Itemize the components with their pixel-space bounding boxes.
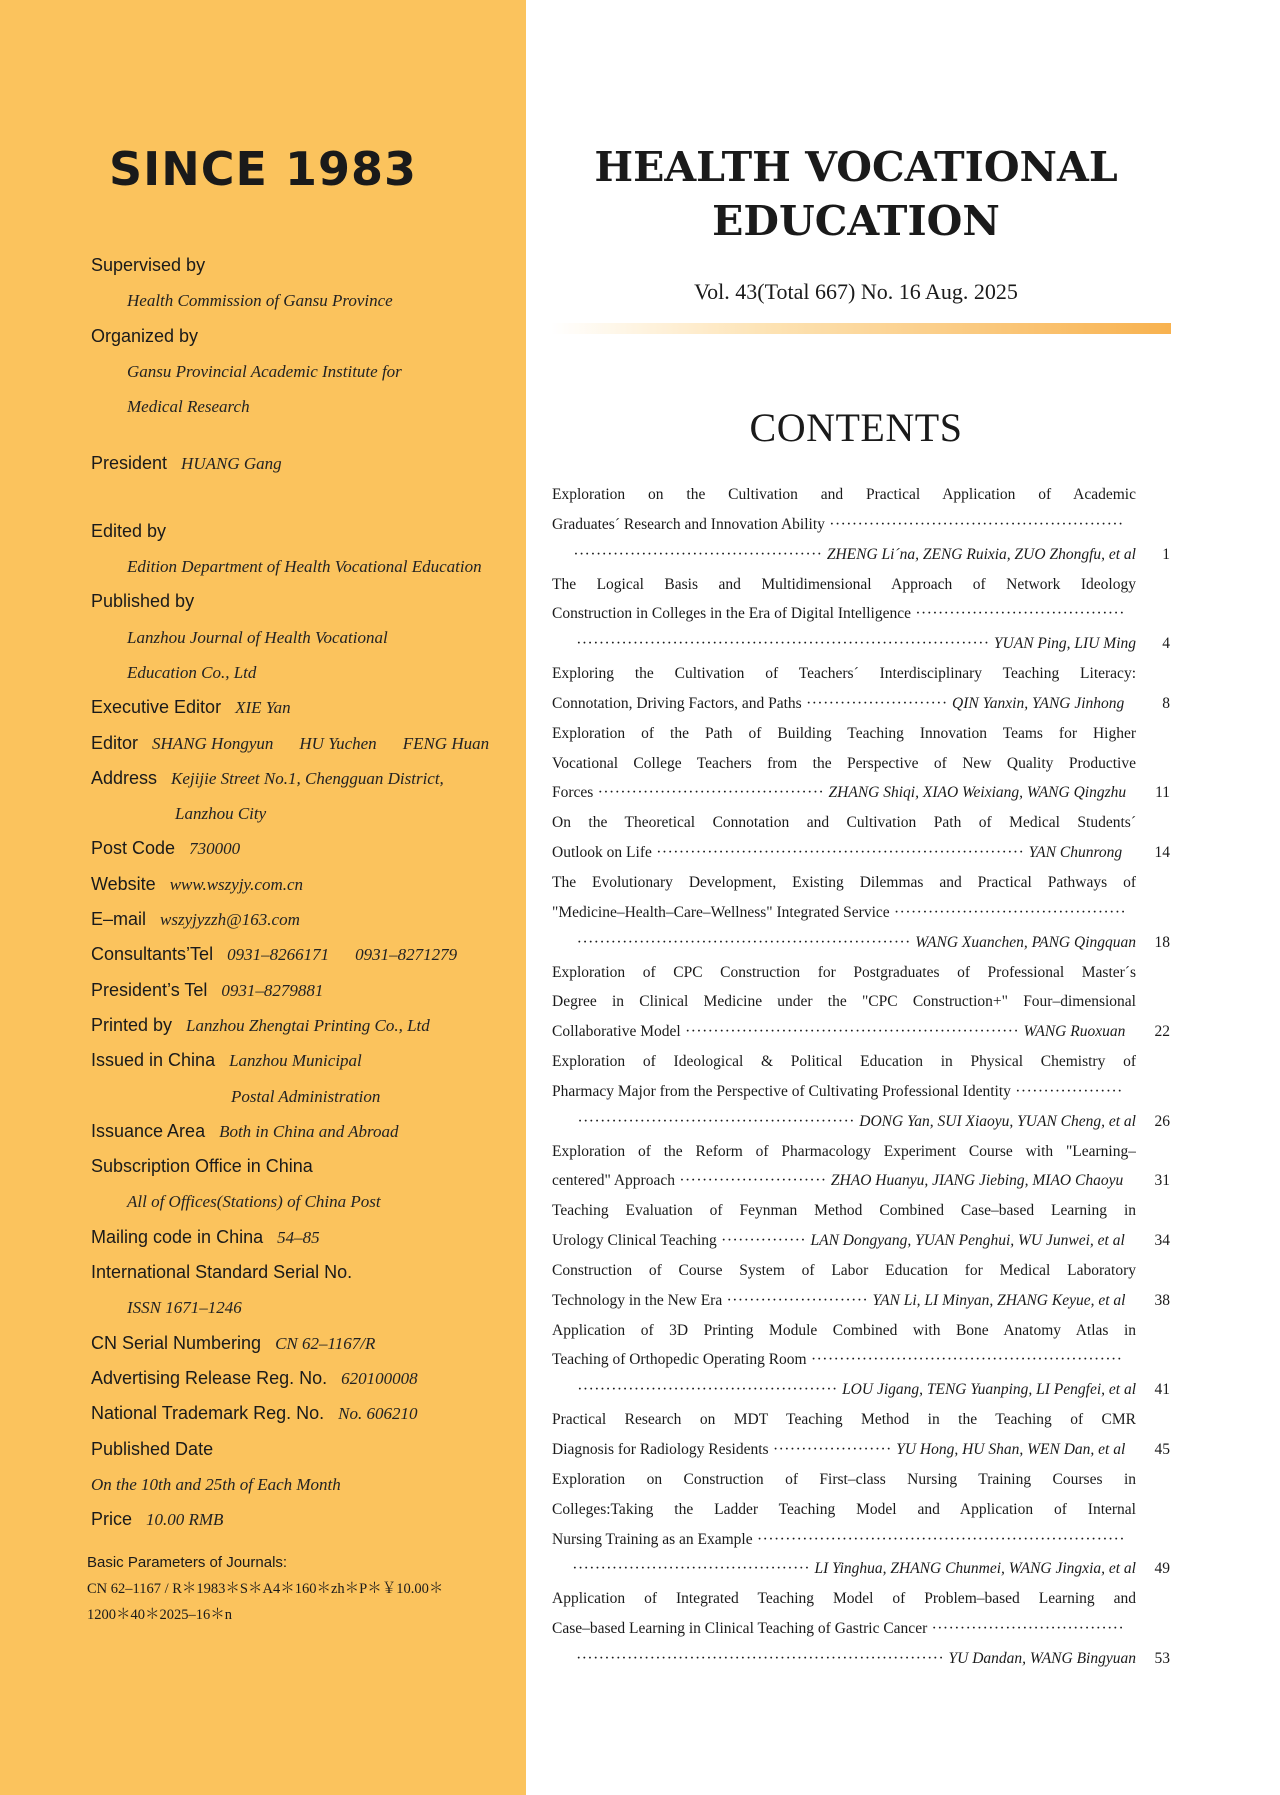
toc-authors-row: [552, 1554, 1170, 1584]
journal-title-line: HEALTH VOCATIONAL: [594, 143, 1118, 191]
leader-dots: ···············: [716, 1232, 811, 1250]
toc-authors-line: [552, 928, 1136, 958]
basic-parameters: [87, 1550, 517, 1628]
toc-entry: [552, 1584, 1170, 1674]
toc-authors-line: [552, 1107, 1136, 1137]
president-tel-row: [91, 973, 521, 1008]
toc-title-line: [552, 1017, 1136, 1047]
toc-authors: QIN Yanxin, YANG Jinhong: [952, 694, 1125, 712]
toc-title-text: "Medicine–Health–Care–Wellness" Integrated Service: [552, 903, 890, 921]
price-row: [91, 1502, 521, 1537]
toc-title-line: [552, 1077, 1136, 1107]
toc-page-number: 22: [1154, 1023, 1170, 1041]
pubdate-label: Published Date: [91, 1438, 214, 1459]
spacer: [91, 482, 521, 514]
issued-label: Issued in China: [91, 1050, 216, 1071]
toc-title-line: On the Theoretical Connotation and Cultivation Path of Medical Students´: [552, 814, 1136, 832]
toc-authors: YU Dandan, WANG Bingyuan: [948, 1649, 1136, 1667]
toc-page-number: 53: [1154, 1649, 1170, 1667]
toc-title-row: [552, 1226, 1170, 1256]
issue-info: Vol. 43(Total 667) No. 16 Aug. 2025: [694, 279, 1018, 304]
toc-title-row: [552, 599, 1170, 629]
published-value-2: Education Co., Ltd: [127, 662, 257, 682]
exec-editor-label: Executive Editor: [91, 697, 222, 718]
toc-title-line: Exploration of the Reform of Pharmacology Experiment Course with "Learning–: [552, 1142, 1136, 1160]
leader-dots: ··························: [674, 1172, 831, 1190]
exec-editor-value: XIE Yan: [235, 698, 291, 718]
leader-dots: ···························································: [680, 1023, 1024, 1041]
toc-authors-row: [552, 540, 1170, 570]
toc-authors-line: [552, 1375, 1136, 1405]
toc-title-line: [552, 1166, 1136, 1196]
trademark-label: National Trademark Reg. No.: [91, 1403, 325, 1424]
toc-title-line: [552, 1435, 1136, 1465]
leader-dots: ·················································: [577, 1112, 860, 1130]
price-value: 10.00 RMB: [146, 1510, 224, 1530]
toc-entry: [552, 570, 1170, 660]
toc-title-row: [552, 1017, 1170, 1047]
website-label: Website: [91, 873, 156, 894]
toc-title-line: [552, 778, 1136, 808]
toc-authors-row: [552, 1644, 1170, 1674]
organized-value-2: Medical Research: [127, 397, 250, 417]
postcode-value: 730000: [189, 839, 241, 859]
toc-title-line: Exploration of Ideological & Political Education in Physical Chemistry of: [552, 1053, 1136, 1071]
toc-title-text: Diagnosis for Radiology Residents: [552, 1441, 769, 1458]
cn-value: CN 62–1167/R: [275, 1333, 376, 1353]
toc-title-row: [552, 1137, 1170, 1167]
pubdate-value: On the 10th and 25th of Each Month: [91, 1474, 341, 1494]
toc-page-number: 11: [1155, 784, 1170, 802]
leader-dots: ·································································: [576, 1649, 949, 1667]
toc-authors: LOU Jigang, TENG Yuanping, LI Pengfei, et al: [842, 1381, 1136, 1399]
leader-dots: ············································: [573, 545, 827, 563]
toc-title-row: [552, 659, 1170, 689]
trademark-value: No. 606210: [338, 1404, 418, 1424]
issued-value-2: Postal Administration: [231, 1086, 381, 1106]
toc-title-row: [552, 1584, 1170, 1614]
adv-label: Advertising Release Reg. No.: [91, 1367, 328, 1388]
subscription-label: Subscription Office in China: [91, 1156, 313, 1177]
toc-title-line: [552, 1614, 1136, 1644]
president-tel-label: President’s Tel: [91, 979, 208, 1000]
toc-title-text: Pharmacy Major from the Perspective of Cultivating Professional Identity: [552, 1082, 1011, 1100]
leader-dots: ·······················································: [806, 1351, 1123, 1369]
organized-value-row-1: [91, 354, 521, 389]
toc-title-row: [552, 1345, 1170, 1375]
toc-title-text: Case–based Learning in Clinical Teaching of Gastric Cancer: [552, 1620, 928, 1638]
toc-entry: [552, 1047, 1170, 1137]
toc-title-row: [552, 1077, 1170, 1107]
toc-title-line: [552, 898, 1136, 928]
toc-title-row: [552, 1166, 1170, 1196]
editor-name: SHANG Hongyun: [152, 733, 274, 753]
supervised-label: Supervised by: [91, 255, 206, 275]
journal-title-line: EDUCATION: [712, 197, 1000, 245]
toc-title-text: Outlook on Life: [552, 844, 652, 862]
toc-title-row: [552, 1047, 1170, 1077]
toc-title-line: Teaching Evaluation of Feynman Method Combined Case–based Learning in: [552, 1202, 1136, 1220]
leader-dots: ·························: [722, 1291, 873, 1309]
toc-authors-line: [552, 1554, 1136, 1584]
leader-dots: ·························: [801, 694, 952, 712]
address-row: [91, 761, 521, 796]
toc-page-number: 14: [1154, 844, 1170, 862]
toc-title-row: [552, 838, 1170, 868]
toc-authors: LI Yinghua, ZHANG Chunmei, WANG Jingxia, et al: [814, 1560, 1136, 1578]
toc-title-line: [552, 689, 1136, 719]
toc-title-row: [552, 1495, 1170, 1525]
toc-title-line: [552, 1345, 1136, 1375]
toc-title-line: Application of Integrated Teaching Model of Problem–based Learning and: [552, 1590, 1136, 1608]
published-row: [91, 584, 521, 619]
toc-title-row: [552, 987, 1170, 1017]
supervised-row: [91, 248, 521, 283]
toc-title-text: Graduates´ Research and Innovation Ability: [552, 515, 825, 533]
journal-title: [540, 140, 1172, 248]
president-tel-value: 0931–8279881: [221, 980, 324, 1000]
toc-page-number: 26: [1154, 1112, 1170, 1130]
editor-name: HU Yuchen: [299, 733, 377, 753]
toc-title-text: Technology in the New Era: [552, 1291, 723, 1309]
toc-title-line: Vocational College Teachers from the Perspective of New Quality Productive: [552, 754, 1136, 772]
toc-title-row: [552, 1465, 1170, 1495]
organized-row: [91, 319, 521, 354]
toc-title-row: [552, 808, 1170, 838]
printed-row: [91, 1008, 521, 1043]
toc-authors: YUAN Ping, LIU Ming: [993, 635, 1136, 653]
toc-title-line: Exploring the Cultivation of Teachers´ Interdisciplinary Teaching Literacy:: [552, 665, 1136, 683]
toc-page-number: 8: [1162, 694, 1170, 712]
toc-title-row: [552, 1256, 1170, 1286]
president-value: HUANG Gang: [181, 454, 282, 474]
issn-label: International Standard Serial No.: [91, 1262, 353, 1283]
edited-value: Edition Department of Health Vocational Education: [127, 557, 482, 577]
toc-authors-row: [552, 1375, 1170, 1405]
toc-title-text: Teaching of Orthopedic Operating Room: [552, 1351, 807, 1369]
postcode-row: [91, 831, 521, 866]
toc-authors: WANG Ruoxuan: [1023, 1023, 1126, 1041]
toc-title-row: [552, 570, 1170, 600]
edited-value-row: [91, 549, 521, 584]
toc-title-text: Nursing Training as an Example: [552, 1530, 753, 1548]
toc-entry: [552, 1316, 1170, 1406]
toc-title-text: Urology Clinical Teaching: [552, 1232, 717, 1250]
cn-row: [91, 1326, 521, 1361]
toc-entry: [552, 1137, 1170, 1197]
printed-value: Lanzhou Zhengtai Printing Co., Ltd: [186, 1015, 430, 1035]
toc-title-row: [552, 1435, 1170, 1465]
toc-title-line: Exploration on the Cultivation and Practical Application of Academic: [552, 486, 1136, 503]
editor-label: Editor: [91, 732, 139, 753]
toc-page-number: 18: [1154, 933, 1170, 951]
issn-value: ISSN 1671–1246: [127, 1298, 242, 1318]
toc-title-line: The Logical Basis and Multidimensional Approach of Network Ideology: [552, 575, 1136, 593]
consultants-tel-value: 0931–8271279: [355, 945, 458, 965]
mailing-row: [91, 1220, 521, 1255]
toc-authors: ZHANG Shiqi, XIAO Weixiang, WANG Qingzhu: [828, 784, 1127, 802]
toc-authors: ZHAO Huanyu, JIANG Jiebing, MIAO Chaoyu: [830, 1172, 1124, 1190]
subscription-value-row: [91, 1184, 521, 1219]
toc-title-row: [552, 510, 1170, 540]
leader-dots: ·····································: [911, 605, 1125, 623]
toc-title-row: [552, 868, 1170, 898]
toc-title-row: [552, 1316, 1170, 1346]
toc-page-number: 49: [1154, 1560, 1170, 1578]
area-row: [91, 1114, 521, 1149]
organized-value-row-2: [91, 389, 521, 424]
params-label: Basic Parameters of Journals:: [87, 1554, 288, 1571]
toc-title-row: [552, 480, 1170, 510]
leader-dots: ········································: [593, 784, 829, 802]
toc-title-line: Practical Research on MDT Teaching Method in the Teaching of CMR: [552, 1411, 1136, 1429]
toc-title-line: [552, 599, 1136, 629]
toc-authors-line: [552, 629, 1136, 659]
toc-entry: [552, 659, 1170, 719]
toc-entry: [552, 1256, 1170, 1316]
toc-title-line: Exploration on Construction of First–class Nursing Training Courses in: [552, 1470, 1136, 1488]
toc-title-line: Construction of Course System of Labor Education for Medical Laboratory: [552, 1261, 1136, 1279]
toc-authors: YU Hong, HU Shan, WEN Dan, et al: [896, 1441, 1126, 1458]
editor-row: [91, 726, 521, 761]
printed-label: Printed by: [91, 1014, 173, 1035]
toc-entry: [552, 868, 1170, 958]
toc-entry: [552, 1465, 1170, 1584]
toc-entry: [552, 480, 1170, 570]
issued-row: [91, 1043, 521, 1078]
toc-page-number: 31: [1154, 1172, 1170, 1190]
trademark-row: [91, 1396, 521, 1431]
mailing-value: 54–85: [277, 1227, 320, 1247]
supervised-value: Health Commission of Gansu Province: [127, 291, 393, 311]
toc-title-row: [552, 1286, 1170, 1316]
toc-title-line: [552, 1525, 1136, 1555]
leader-dots: ···················: [1010, 1082, 1123, 1100]
toc-title-line: Application of 3D Printing Module Combined with Bone Anatomy Atlas in: [552, 1321, 1136, 1339]
leader-dots: ··············································: [577, 1381, 843, 1399]
organized-value-1: Gansu Provincial Academic Institute for: [127, 361, 402, 381]
leader-dots: ···························································: [576, 933, 916, 951]
pubdate-row: [91, 1432, 521, 1467]
toc-authors-line: [552, 540, 1136, 570]
organized-label: Organized by: [91, 325, 199, 346]
president-row: [91, 446, 521, 481]
toc-page-number: 34: [1154, 1232, 1170, 1250]
toc-entry: [552, 1405, 1170, 1465]
website-value: www.wszyjy.com.cn: [169, 874, 304, 894]
exec-editor-row: [91, 690, 521, 725]
toc-page-number: 38: [1154, 1291, 1170, 1309]
toc-title-line: [552, 838, 1136, 868]
toc-title-text: Connotation, Driving Factors, and Paths: [552, 694, 802, 712]
published-value-1: Lanzhou Journal of Health Vocational: [127, 627, 388, 647]
price-label: Price: [91, 1509, 133, 1530]
toc-title-text: Construction in Colleges in the Era of Digital Intelligence: [552, 605, 911, 623]
address-value-row-2: [91, 796, 521, 831]
issn-value-row: [91, 1290, 521, 1325]
toc-title-row: [552, 689, 1170, 719]
published-value-row-1: [91, 620, 521, 655]
consultants-tel-value: 0931–8266171: [227, 945, 330, 965]
address-value-2: Lanzhou City: [175, 804, 267, 824]
toc-page-number: 45: [1154, 1441, 1170, 1458]
params-line: CN 62–1167 / R＊1983＊S＊A4＊160＊zh＊P＊￥10.00＊: [87, 1581, 444, 1597]
toc-authors: DONG Yan, SUI Xiaoyu, YUAN Cheng, et al: [859, 1112, 1136, 1130]
leader-dots: ·····················: [768, 1441, 897, 1458]
toc-title-row: [552, 778, 1170, 808]
spacer: [91, 424, 521, 446]
published-label: Published by: [91, 591, 195, 612]
toc-title-line: The Evolutionary Development, Existing Dilemmas and Practical Pathways of: [552, 873, 1136, 891]
toc-title-line: [552, 1286, 1136, 1316]
toc-page-number: 1: [1162, 545, 1170, 563]
table-of-contents: [552, 480, 1170, 1674]
website-row: [91, 867, 521, 902]
consultants-tel-row: [91, 937, 521, 972]
toc-title-row: [552, 749, 1170, 779]
toc-authors: LAN Dongyang, YUAN Penghui, WU Junwei, et al: [810, 1232, 1125, 1250]
toc-title-row: [552, 1525, 1170, 1555]
area-value: Both in China and Abroad: [219, 1121, 399, 1141]
toc-entry: [552, 808, 1170, 868]
issn-row: [91, 1255, 521, 1290]
postcode-label: Post Code: [91, 838, 176, 859]
toc-entry: [552, 1196, 1170, 1256]
leader-dots: ·········································································: [576, 635, 994, 653]
toc-page-number: 4: [1162, 635, 1170, 653]
adv-value: 620100008: [341, 1368, 418, 1388]
toc-title-row: [552, 898, 1170, 928]
mailing-label: Mailing code in China: [91, 1226, 264, 1247]
subscription-row: [91, 1149, 521, 1184]
toc-entry: [552, 719, 1170, 809]
contents-heading: CONTENTS: [749, 405, 963, 450]
toc-title-text: Collaborative Model: [552, 1023, 681, 1041]
leader-dots: ·········································: [889, 903, 1127, 921]
address-value-1: Kejijie Street No.1, Chengguan District,: [171, 768, 444, 788]
since-heading: SINCE 1983: [109, 142, 417, 196]
toc-authors: ZHENG Li´na, ZENG Ruixia, ZUO Zhongfu, et al: [826, 545, 1136, 563]
toc-authors-line: [552, 1644, 1136, 1674]
toc-title-row: [552, 1405, 1170, 1435]
toc-title-line: Degree in Clinical Medicine under the "CPC Construction+" Four–dimensional: [552, 993, 1136, 1011]
toc-title-line: Exploration of the Path of Building Teaching Innovation Teams for Higher: [552, 724, 1136, 742]
toc-title-row: [552, 719, 1170, 749]
leader-dots: ··········································: [572, 1560, 815, 1578]
address-label: Address: [91, 767, 158, 788]
consultants-tel-label: Consultants’Tel: [91, 944, 214, 965]
leader-dots: ·································································: [651, 844, 1029, 862]
toc-title-row: [552, 1614, 1170, 1644]
toc-authors-row: [552, 629, 1170, 659]
issued-value-1: Lanzhou Municipal: [229, 1051, 362, 1071]
area-label: Issuance Area: [91, 1120, 206, 1141]
toc-authors-row: [552, 1107, 1170, 1137]
journal-info-block: [91, 248, 521, 1537]
president-label: President: [91, 453, 168, 474]
adv-row: [91, 1361, 521, 1396]
toc-title-text: centered" Approach: [552, 1172, 675, 1190]
edited-label: Edited by: [91, 520, 167, 541]
editor-name: FENG Huan: [402, 733, 490, 753]
toc-title-line: Colleges:Taking the Ladder Teaching Model and Application of Internal: [552, 1500, 1136, 1518]
toc-authors: YAN Chunrong: [1028, 844, 1123, 862]
leader-dots: ····················································: [824, 515, 1124, 533]
gradient-divider: [551, 323, 1171, 334]
leader-dots: ··································: [927, 1620, 1125, 1638]
toc-title-text: Forces: [552, 784, 594, 802]
toc-authors: YAN Li, LI Minyan, ZHANG Keyue, et al: [872, 1291, 1126, 1309]
toc-title-line: [552, 510, 1136, 540]
supervised-value-row: [91, 283, 521, 318]
toc-title-row: [552, 958, 1170, 988]
toc-entry: [552, 958, 1170, 1048]
toc-title-row: [552, 1196, 1170, 1226]
issued-value-row-2: [91, 1079, 521, 1114]
published-value-row-2: [91, 655, 521, 690]
email-value: wszyjyzzh@163.com: [160, 910, 300, 930]
toc-page-number: 41: [1154, 1381, 1170, 1399]
cn-label: CN Serial Numbering: [91, 1332, 262, 1353]
toc-title-line: Exploration of CPC Construction for Postgraduates of Professional Master´s: [552, 963, 1136, 981]
email-row: [91, 902, 521, 937]
toc-authors-row: [552, 928, 1170, 958]
email-label: E–mail: [91, 909, 147, 930]
edited-row: [91, 514, 521, 549]
subscription-value: All of Offices(Stations) of China Post: [127, 1192, 381, 1212]
pubdate-value-row: [91, 1467, 521, 1502]
toc-authors: WANG Xuanchen, PANG Qingquan: [915, 933, 1136, 951]
params-line: 1200＊40＊2025–16＊n: [87, 1607, 232, 1623]
toc-title-line: [552, 1226, 1136, 1256]
leader-dots: ·································································: [752, 1530, 1126, 1548]
